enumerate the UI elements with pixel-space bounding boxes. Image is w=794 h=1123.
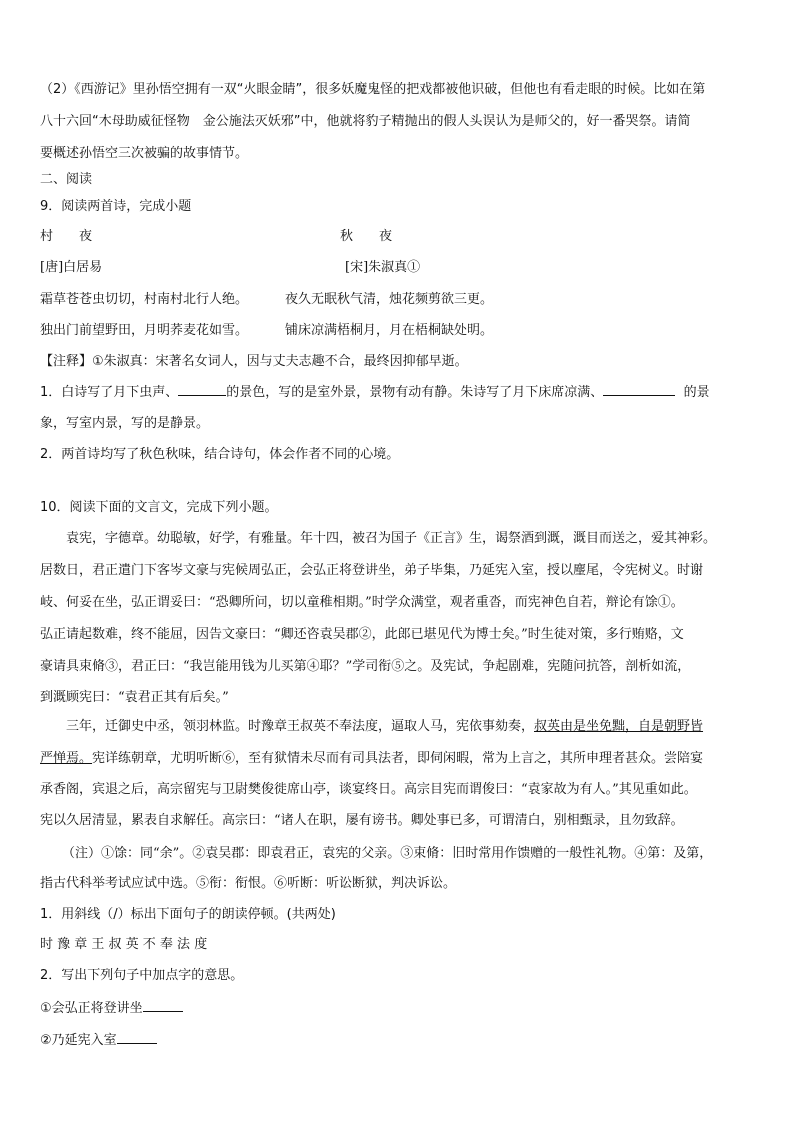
q10-notes-line-2: 指古代科举考试应试中选。⑤衔：衔恨。⑥听断：听讼断狱，判决诉讼。 [40,876,457,891]
q10-passage-p1-line-1: 袁宪，字德章。幼聪敏，好学，有雅量。年十四，被召为国子《正言》生，谒祭酒到溉，溉目而送之，爱其神彩。 [66,531,717,546]
q9-sub1-part-a: 1．白诗写了月下虫声、 [40,385,179,400]
answer-blank-3[interactable] [143,1011,183,1012]
q10-passage-p1-line-4: 弘正请起数难，终不能屈，因告文豪曰：“卿还咨袁吴郡②，此郎已堪见代为博士矣。”时生徒对策，多行贿赂，文 [40,627,684,642]
q9-sub1-line-2: 象，写室内景，写的是静景。 [40,416,210,431]
q10-passage-p2-line-1-text: 三年，迁御史中丞，领羽林监。时豫章王叔英不奉法度，逼取人马，宪依事劾奏， [66,719,535,734]
poem1-line-1: 霜草苍苍虫切切，村南村北行人绝。 [40,292,249,307]
q10-sub2-item-2 [40,1033,157,1049]
q9-stem: 9．阅读两首诗，完成小题 [40,199,192,214]
q10-sub2-item-2-text: ②乃延宪入室 [40,1033,117,1048]
q8-paragraph-line-1: （2）《西游记》里孙悟空拥有一双“火眼金睛”，很多妖魔鬼怪的把戏都被他识破，但他也有看走眼的时候。比如在第 [40,82,706,97]
q10-passage-p1-line-5: 豪请具束脩③，君正曰：“我岂能用钱为儿买第④耶？”学司衔⑤之。及宪试，争起剧难，宪随问抗答，剖析如流， [40,659,691,674]
poem2-title: 秋 夜 [340,229,393,244]
answer-blank-4[interactable] [117,1043,157,1044]
q9-sub2: 2．两首诗均写了秋色秋味，结合诗句，体会作者不同的心境。 [40,447,400,462]
q10-passage-p2-line-1 [66,719,703,735]
answer-blank-2[interactable] [603,395,675,396]
poem2-line-2: 铺床凉满梧桐月，月在梧桐缺处明。 [285,323,494,338]
q10-notes-line-1: （注）①馀：同“余”。②袁吴郡：即袁君正，袁宪的父亲。③束脩：旧时常用作馈赠的一般性礼物。④第：及第， [62,846,713,861]
poem2-author: [宋]朱淑真① [345,260,421,275]
q10-stem: 10．阅读下面的文言文，完成下列小题。 [40,500,278,515]
q10-passage-p2-line-3: 承香阁，宾退之后，高宗留宪与卫尉樊俊徙席山亭，谈宴终日。高宗目宪而谓俊曰：“袁家故为有人。”其见重如此。 [40,782,697,797]
poem1-author: [唐]白居易 [40,260,103,275]
underlined-sentence-part-2: 严惮焉。 [40,751,93,766]
poem1-title: 村 夜 [40,229,93,244]
q10-sub1-sentence: 时 豫 章 王 叔 英 不 奉 法 度 [40,937,208,952]
q9-sub1-part-c: 的景 [683,385,710,400]
section-heading-reading: 二、阅读 [40,172,93,187]
q9-sub1-line-1 [40,385,710,401]
q10-sub2-item-1-text: ①会弘正将登讲坐 [40,1001,143,1016]
underlined-sentence-part-1: 叔英由是坐免黜，自是朝野皆 [534,719,704,734]
q10-sub2: 2．写出下列句子中加点字的意思。 [40,968,244,983]
q10-sub2-item-1 [40,1001,183,1017]
q8-paragraph-line-2: 八十六回“木母助威征怪物 金公施法灭妖邪”中，他就将豹子精抛出的假人头误认为是师父的，好一番哭祭。请简 [40,114,691,129]
q10-sub1: 1．用斜线（/）标出下面句子的朗读停顿。(共两处) [40,907,336,922]
q10-passage-p1-line-2: 居数日，君正遣门下客岑文豪与宪候周弘正，会弘正将登讲坐，弟子毕集，乃延宪入室，授以麈尾，令宪树义。时谢 [40,563,704,578]
q9-note: 【注释】①朱淑真：宋著名女词人，因与丈夫志趣不合，最终因抑郁早逝。 [40,354,468,369]
q10-passage-p1-line-3: 岐、何妥在坐，弘正谓妥曰：“恐卿所问，切以童稚相期。”时学众满堂，观者重沓，而宪神色自若，辩论有馀①。 [40,595,684,610]
q9-sub1-part-b: 的景色，写的是室外景，景物有动有静。朱诗写了月下床席凉满、 [226,385,604,400]
q10-passage-p2-line-2-text: 宪详练朝章，尤明听断⑥，至有狱情未尽而有司具法者，即伺闲暇，常为上言之，其所申理者甚众。尝陪宴 [92,751,704,766]
q8-paragraph-line-3: 要概述孙悟空三次被骗的故事情节。 [40,146,249,161]
q10-passage-p2-line-2 [40,751,703,767]
q10-passage-p2-line-4: 宪以久居清显，累表自求解任。高宗曰：“诸人在职，屡有谤书。卿处事已多，可谓清白，别相甄录，且勿致辞。 [40,813,684,828]
q10-passage-p1-line-6: 到溉顾宪曰：“袁君正其有后矣。” [40,690,229,705]
poem2-line-1: 夜久无眠秋气清，烛花频剪欲三更。 [285,292,494,307]
answer-blank-1[interactable] [178,395,226,396]
poem1-line-2: 独出门前望野田，月明荞麦花如雪。 [40,323,249,338]
